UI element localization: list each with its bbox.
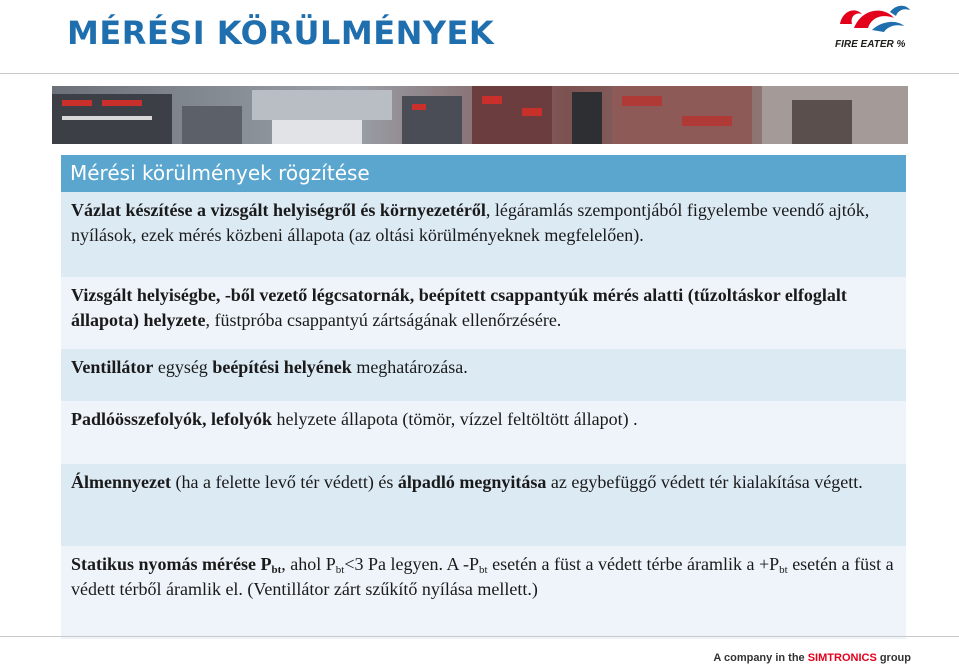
row-bold-1: Álmennyezet — [71, 472, 171, 492]
footer-suffix: group — [876, 652, 911, 664]
company-footer — [713, 652, 911, 664]
subscript-bt: bt — [479, 564, 488, 576]
footer-divider — [0, 636, 959, 637]
row-text-2: meghatározása. — [351, 357, 468, 377]
table-row — [61, 349, 906, 401]
table-header: Mérési körülmények rögzítése — [61, 155, 906, 192]
measurement-conditions-table — [61, 155, 906, 639]
row-text-3: esetén a füst a védett térbe áramlik a +P — [487, 554, 780, 574]
table-row — [61, 277, 906, 349]
table-row — [61, 546, 906, 639]
table-row — [61, 192, 906, 277]
subscript-bt: bt — [335, 564, 345, 576]
footer-prefix: A company in the — [713, 652, 808, 664]
row-bold-1: Ventillátor — [71, 357, 154, 377]
subscript-bt: bt — [271, 564, 282, 576]
row-text-2: <3 Pa legyen. A -P — [344, 554, 480, 574]
row-lead: Vázlat készítése a vizsgált helyiségről és környezetéről — [71, 200, 486, 220]
row-text-1: , ahol P — [281, 554, 336, 574]
page-title: MÉRÉSI KÖRÜLMÉNYEK — [67, 14, 495, 52]
table-row — [61, 401, 906, 464]
title-divider — [0, 73, 959, 74]
row-lead: Padlóösszefolyók, lefolyók — [71, 409, 272, 429]
row-bold-2: álpadló megnyitása — [397, 472, 547, 492]
row-text: helyzete állapota (tömör, vízzel feltöltött állapot) . — [272, 409, 638, 429]
row-bold-2: beépítési helyének — [212, 357, 352, 377]
warehouse-banner-image — [52, 86, 908, 144]
row-lead: Vizsgált helyiségbe, -ből vezető légcsatornák, beépített csappantyúk mérés alatti (tűzoltáskor elfoglalt állapota) helyzete — [71, 285, 847, 330]
row-bold-1: Statikus nyomás mérése P — [71, 554, 272, 574]
logo-wordmark: FIRE EATER % — [835, 39, 906, 50]
row-text-1: (ha a felette levő tér védett) és — [170, 472, 398, 492]
subscript-bt: bt — [779, 564, 788, 576]
row-text: , füstpróba csappantyú zártságának ellenőrzésére. — [205, 310, 562, 330]
table-row — [61, 464, 906, 546]
row-text-4: esetén a füst a védett térből áramlik el. (Ventillátor zárt szűkítő nyílása mellett.) — [71, 554, 894, 599]
row-text-2: az egybefüggő védett tér kialakítása végett. — [546, 472, 863, 492]
row-text: , légáramlás szempontjából figyelembe veendő ajtók, nyílások, ezek mérés közbeni állapota (az oltási körülményeknek megfelelően). — [71, 200, 870, 245]
fire-eater-logo — [832, 2, 916, 50]
footer-brand: SIMTRONICS — [807, 652, 877, 664]
fire-eater-logo-icon — [832, 2, 916, 38]
row-text-1: egység — [153, 357, 213, 377]
